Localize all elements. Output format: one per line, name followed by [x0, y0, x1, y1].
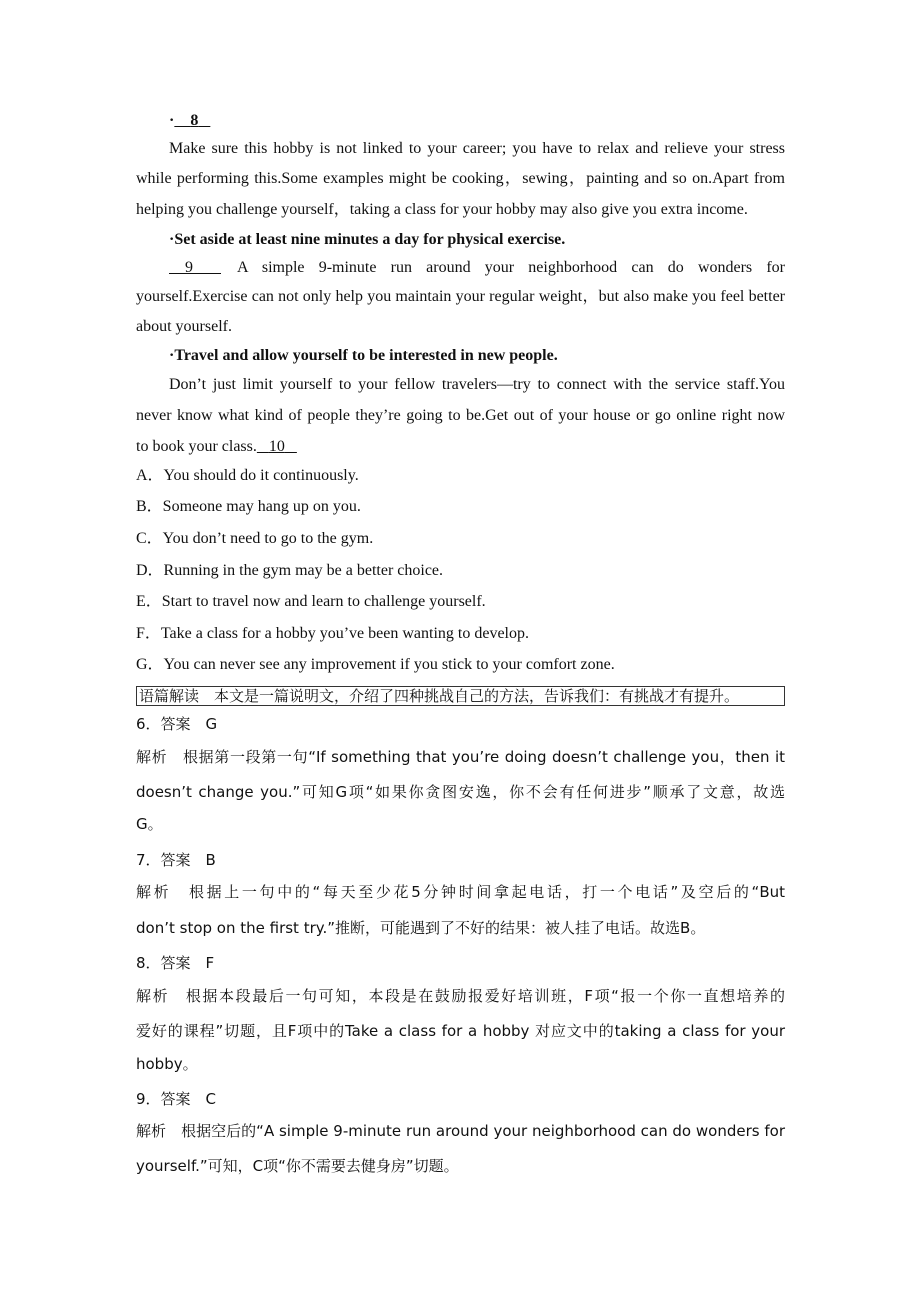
blank-number: 10 [268, 438, 285, 455]
option-a: A．You should do it continuously. [136, 467, 359, 484]
paragraph-line: yourself.Exercise can not only help you maintain your regular weight，but also make you feel better [136, 288, 785, 305]
paragraph-line [169, 257, 785, 279]
blank-9 [169, 257, 221, 279]
explanation-line: doesn’t change you.”可知G项“如果你贪图安逸，你不会有任何进步”顺承了文意，故选 [136, 783, 785, 801]
option-f: F．Take a class for a hobby you’ve been wanting to develop. [136, 625, 529, 642]
explanation-line: 解析 根据本段最后一句可知，本段是在鼓励报爱好培训班，F项“报一个你一直想培养的 [136, 987, 785, 1005]
blank-number: 8 [190, 112, 199, 129]
option-d: D．Running in the gym may be a better choice. [136, 562, 444, 579]
line-text: A simple 9-minute run around your neighborhood can do wonders for [237, 259, 785, 276]
explanation-line: 爱好的课程”切题，且F项中的Take a class for a hobby 对应文中的taking a class for your [136, 1022, 785, 1040]
option-g: G．You can never see any improvement if you stick to your comfort zone. [136, 656, 615, 673]
paragraph-line [136, 436, 785, 458]
paragraph-line: helping you challenge yourself，taking a class for your hobby may also give you extra income. [136, 201, 748, 218]
summary-box: 语篇解读 本文是一篇说明文，介绍了四种挑战自己的方法，告诉我们：有挑战才有提升。 [136, 686, 785, 706]
paragraph-line: never know what kind of people they’re going to be.Get out of your house or go online right now [136, 407, 785, 424]
answer-heading: 6．答案 G [136, 715, 218, 733]
explanation-line: yourself.”可知，C项“你不需要去健身房”切题。 [136, 1157, 459, 1175]
option-b: B．Someone may hang up on you. [136, 498, 361, 515]
paragraph-line: Make sure this hobby is not linked to your career; you have to relax and relieve your stress [169, 140, 785, 157]
explanation-line: hobby。 [136, 1055, 198, 1073]
answer-heading: 8．答案 F [136, 954, 215, 972]
explanation-line: 解析 根据第一段第一句“If something that you’re doing doesn’t challenge you，then it [136, 748, 785, 766]
blank-8: · 8 [169, 112, 199, 129]
blank-number: 9 [185, 259, 193, 276]
blank-10 [257, 438, 297, 455]
line-text: to book your class. [136, 438, 257, 455]
section-heading: ·Travel and allow yourself to be interested in new people. [169, 347, 558, 364]
explanation-line: 解析 根据上一句中的“每天至少花5分钟时间拿起电话，打一个电话”及空后的“But [136, 883, 785, 901]
answer-heading: 7．答案 B [136, 851, 216, 869]
explanation-line: 解析 根据空后的“A simple 9-minute run around your neighborhood can do wonders for [136, 1122, 785, 1140]
paragraph-line: while performing this.Some examples might be cooking，sewing，painting and so on.Apart from [136, 170, 785, 187]
answer-heading: 9．答案 C [136, 1090, 217, 1108]
explanation-line: don’t stop on the first try.”推断，可能遇到了不好的结果：被人挂了电话。故选B。 [136, 919, 706, 937]
section-heading: ·Set aside at least nine minutes a day for physical exercise. [169, 231, 566, 248]
option-c: C．You don’t need to go to the gym. [136, 530, 374, 547]
option-e: E．Start to travel now and learn to challenge yourself. [136, 593, 486, 610]
paragraph-line: Don’t just limit yourself to your fellow travelers—try to connect with the service staff.You [169, 376, 785, 393]
paragraph-line: about yourself. [136, 318, 232, 335]
explanation-line: G。 [136, 815, 163, 833]
